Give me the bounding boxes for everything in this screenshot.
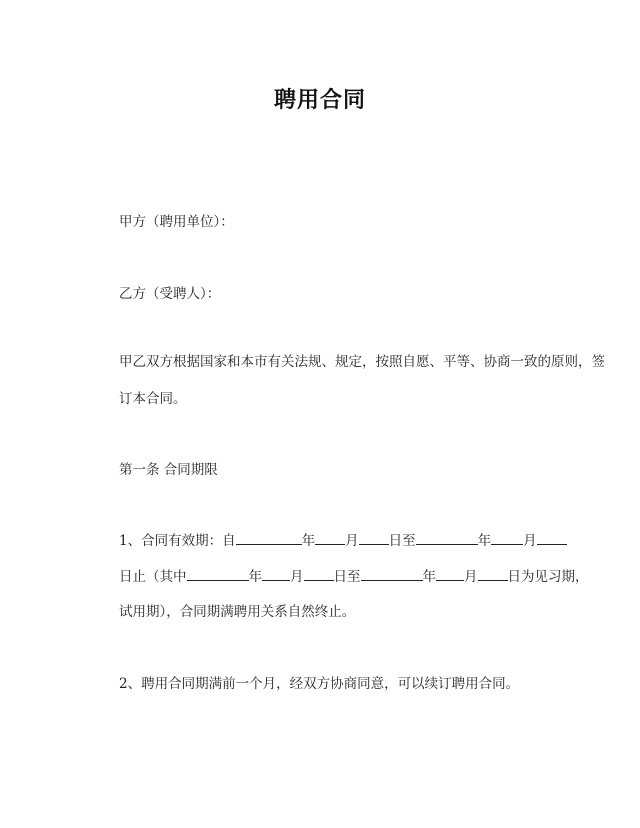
day-to-label: 日至 [388,533,416,549]
blank-field [304,568,334,581]
blank-field [361,568,423,581]
clause-1-line-2 [119,568,589,586]
intro-paragraph-line-1: 甲乙双方根据国家和本市有关法规、规定，按照自愿、平等、协商一致的原则，签 [119,354,605,370]
day-stop-label: 日止（其中 [119,569,187,585]
blank-field [478,568,508,581]
clause-1-line-1 [119,532,567,550]
blank-field [315,532,345,545]
year-label: 年 [248,569,262,585]
blank-field [359,532,389,545]
article-1-heading: 第一条 合同期限 [119,462,218,478]
blank-field [416,532,478,545]
month-label: 月 [464,569,478,585]
clause-1-prefix: 1、合同有效期：自 [119,533,236,549]
month-label: 月 [523,533,537,549]
day-to-label: 日至 [333,569,361,585]
month-label: 月 [290,569,304,585]
blank-field [436,568,464,581]
clause-2-line: 2、聘用合同期满前一个月，经双方协商同意，可以续订聘用合同。 [119,676,520,692]
blank-field [236,532,302,545]
blank-field [187,568,249,581]
month-label: 月 [345,533,359,549]
year-label: 年 [301,533,316,549]
intro-paragraph-line-2: 订本合同。 [119,391,187,407]
day-probation-label: 日为见习期， [507,569,589,585]
document-title: 聘用合同 [273,88,366,113]
blank-field [537,532,567,545]
party-b-line: 乙方（受聘人）： [119,286,221,302]
year-label: 年 [477,533,492,549]
clause-1-line-3: 试用期），合同期满聘用关系自然终止。 [119,604,356,620]
blank-field [491,532,523,545]
party-a-line: 甲方（聘用单位）： [119,214,234,230]
year-label: 年 [422,569,436,585]
blank-field [262,568,290,581]
